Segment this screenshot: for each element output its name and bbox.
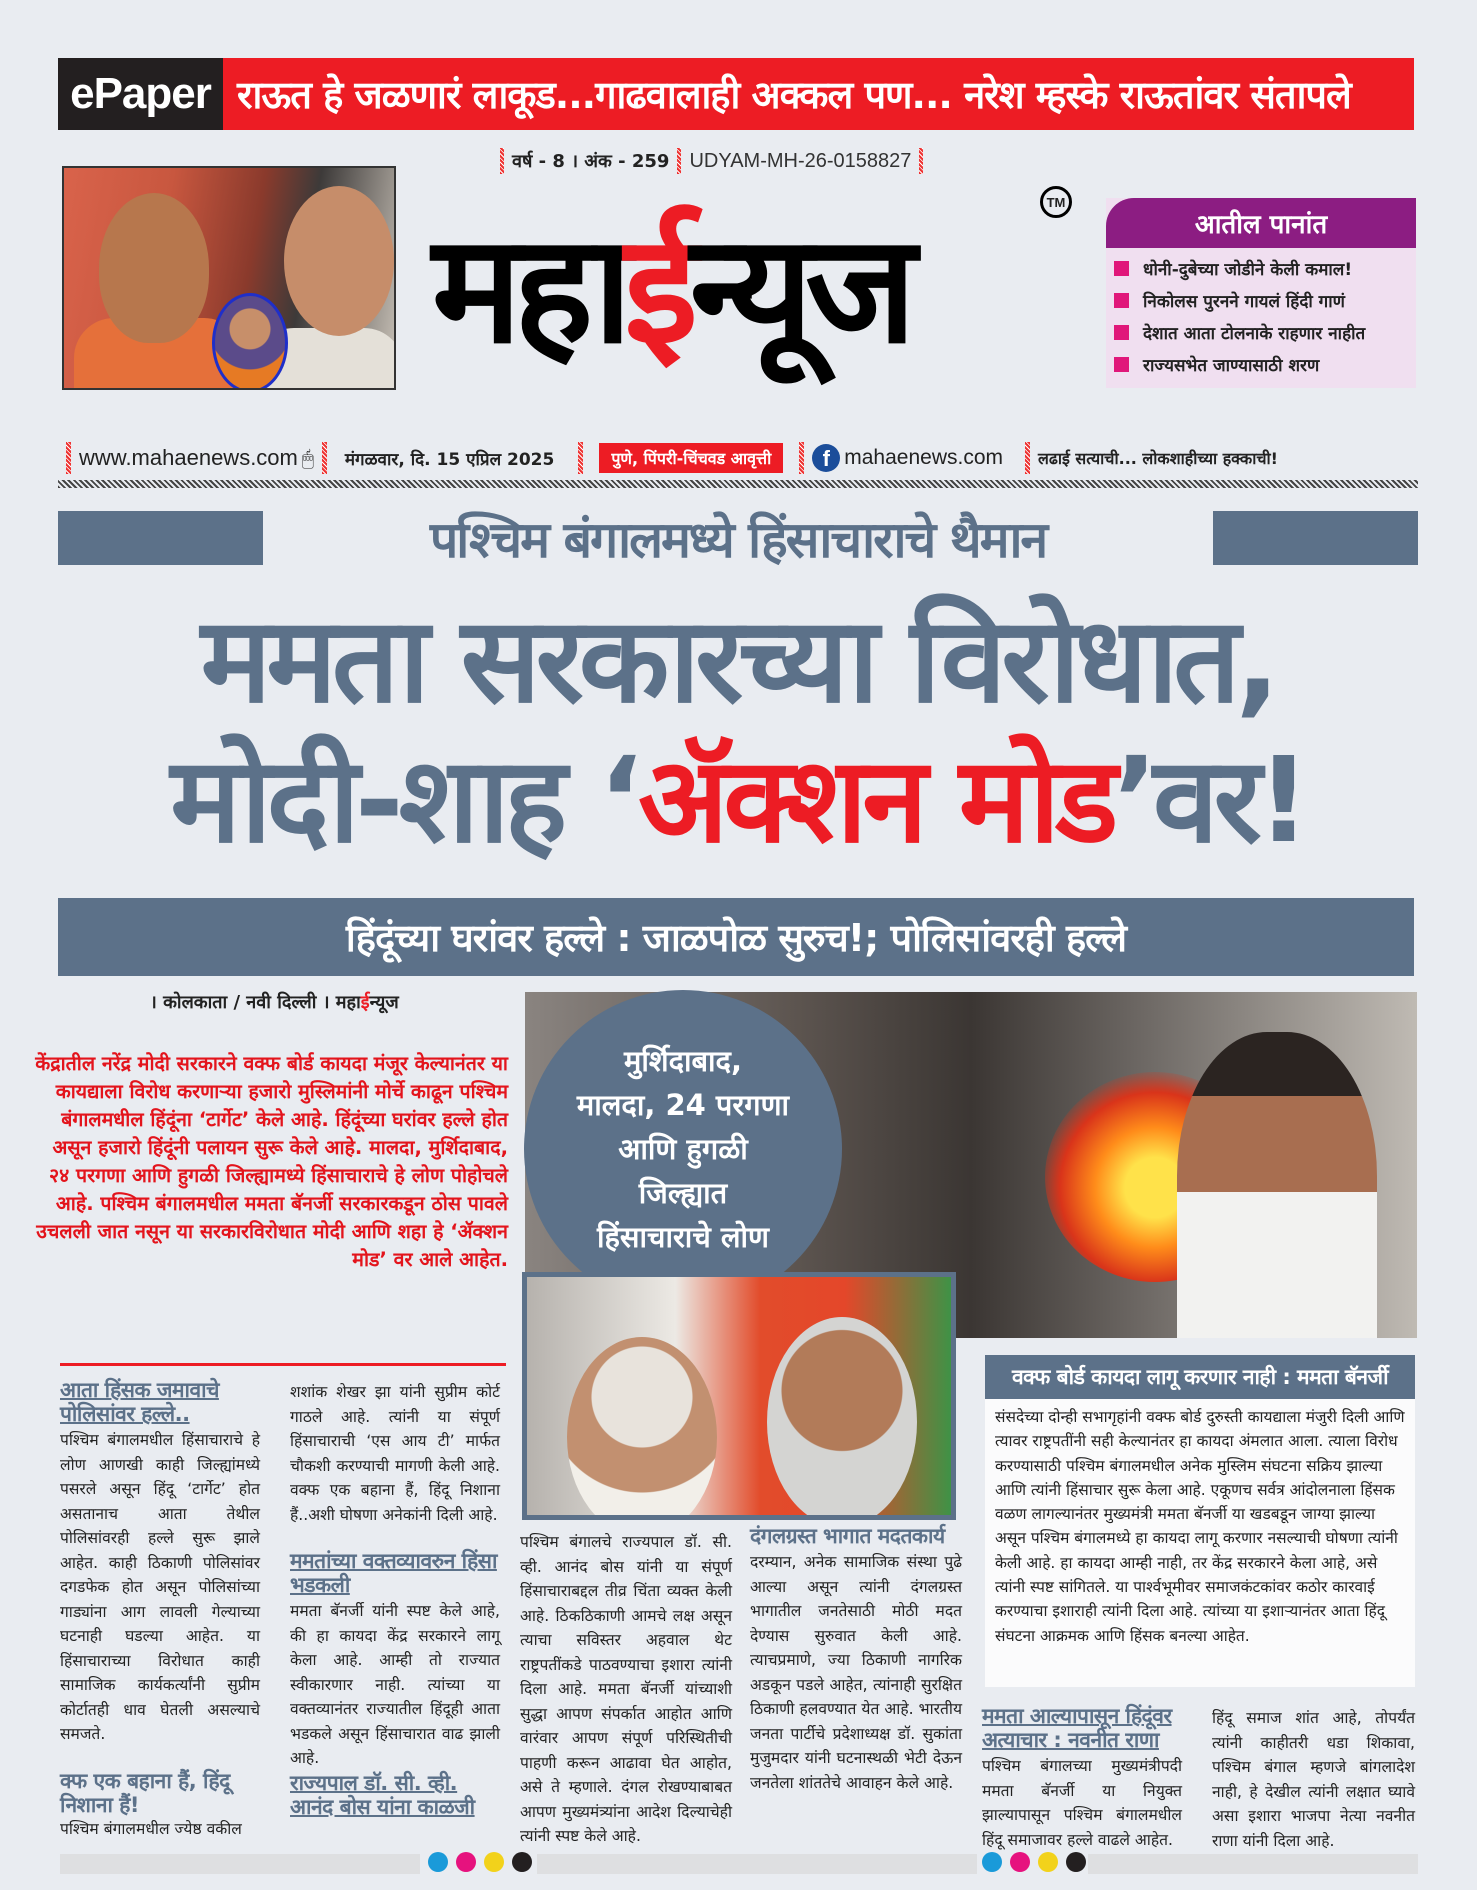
inside-pages-box [1106,198,1416,388]
callout-line: मालदा, 24 परगणा [576,1088,790,1122]
logo-part: न्यूज [689,203,909,377]
decorative-block [58,511,263,565]
inside-item[interactable] [1114,284,1408,316]
bullet-icon [1114,325,1129,340]
bullet-icon [1114,357,1129,372]
column-3 [520,1530,732,1849]
trademark-icon: TM [1040,186,1072,218]
leaders-photo[interactable] [522,1272,956,1520]
inset-portrait [212,293,288,390]
sidebar-body: संसदेच्या दोन्ही सभागृहांनी वक्फ बोर्ड दुरुस्ती कायद्याला मंजुरी दिली आणि त्यावर राष्ट्रपतींनी सही केल्यानंतर हा कायदा अंमलात आला. त्याला विरोध करण्यासाठी पश्चिम बंगालमधील अनेक मुस्लिम संघटना सक्रिय झाल्या आणि त्यांनी हिंसाचार सुरू केला आहे. एकूणच सर्वत्र आंदोलनाला हिंसक वळण लागल्यानंतर मुख्यमंत्री ममता बॅनर्जी या खडबडून जाग्या झाल्या असून पश्चिम बंगालमध्ये हा कायदा लागू करणार नसल्याची घोषणा त्यांनी केली आहे. हा कायदा आम्ही नाही, तर केंद्र सरकारने केला आहे, असे त्यांनी स्पष्ट सांगितले. या पार्श्वभूमीवर समाजकंटकांवर कठोर कारवाई करण्याचा इशाराही त्यांनी दिला आहे. त्यांच्या या इशाऱ्यानंतर आता हिंदू संघटना आक्रमक आणि हिंसक बनल्या आहेत. [995,1408,1405,1645]
dateline-part: न्यूज [369,992,399,1013]
inside-item-label: निकोलस पुरनने गायलं हिंदी गाणं [1143,291,1345,312]
divider [799,442,804,474]
navneet-story [982,1704,1182,1852]
column-text: ममता बॅनर्जी यांनी स्पष्ट केले आहे, की हा कायदा केंद्र सरकारने लागू केला आहे. आम्ही तो राज्यात स्वीकारणार नाही. त्यांच्या या वक्तव्यानंतर राज्यातील हिंदूही आता भडकले असून हिंसाचारात वाढ झाली आहे. [290,1602,500,1767]
callout-line: जिल्ह्यात [638,1176,728,1210]
black-dot-icon [512,1852,532,1872]
inside-item-label: राज्यसभेत जाण्यासाठी शरण [1143,355,1320,376]
column-heading: राज्यपाल डॉ. सी. व्ही. आनंद बोस यांना काळजी [290,1770,475,1819]
masthead-logo[interactable] [432,175,1072,405]
divider [322,442,327,474]
column-4 [750,1524,962,1795]
inside-item-label: धोनी-दुबेच्या जोडीने केली कमाल! [1143,259,1353,280]
dateline-part: । कोलकाता / नवी दिल्ली । महा [150,992,361,1013]
column-heading: ममतांच्या वक्तव्यावरुन हिंसा भडकली [290,1549,497,1597]
sidebar-head: वक्फ बोर्ड कायदा लागू करणार नाही : ममता बॅनर्जी [985,1355,1415,1399]
headline-line [58,730,1418,870]
column-2 [290,1380,500,1819]
logo-part: महा [432,203,625,377]
footer-bar [537,1854,977,1874]
headline-highlight: ॲक्शन मोड [638,731,1114,869]
callout-line: मुर्शिदाबाद, [624,1044,742,1078]
column-text: हिंदू समाज शांत आहे, तोपर्यंत त्यांनी काहीतरी धडा शिकावा, पश्चिम बंगाल म्हणजे बांगलादेश नाही, हे देखील त्यांनी लक्षात घ्यावे असा इशारा भाजपा नेत्या नवनीत राणा यांनी दिला आहे. [1212,1709,1415,1850]
column-text: दरम्यान, अनेक सामाजिक संस्था पुढे आल्या असून त्यांनी दंगलग्रस्त भागातील जनतेसाठी मोठी मदत देण्यास सुरुवात केली आहे. त्याचप्रमाणे, ज्या ठिकाणी नागरिक अडकून पडले आहेत, त्यांनाही सुरक्षित ठिकाणी हलवण्यात येत आहे. भारतीय जनता पार्टीचे प्रदेशाध्यक्ष डॉ. सुकांता मुजुमदार यांनी घटनास्थळी भेटी देऊन जनतेला शांततेचे आवाहन केले आहे. [750,1553,962,1792]
inside-item[interactable] [1114,348,1408,380]
website-link[interactable]: www.mahaenews.com [79,445,298,470]
inside-item[interactable] [1114,252,1408,284]
tagline: लढाई सत्याची... लोकशाहीच्या हक्काची! [1038,449,1278,468]
photo-shape [567,1337,717,1520]
politicians-photo[interactable] [62,166,396,390]
column-text: शशांक शेखर झा यांनी सुप्रीम कोर्ट गाठले आहे. त्यांनी या संपूर्ण हिंसाचाराची ‘एस आय टी’ मार्फत चौकशी करण्याची मागणी केली आहे. वक्फ एक बहाना हैं, हिंदू निशाना हैं..अशी घोषणा अनेकांनी दिली आहे. [290,1383,500,1524]
callout-circle [524,990,842,1308]
divider [500,148,504,174]
inside-item[interactable] [1114,316,1408,348]
footer-bar [1088,1854,1418,1874]
column-text: पश्चिम बंगालचे राज्यपाल डॉ. सी. व्ही. आनंद बोस यांनी या संपूर्ण हिंसाचाराबद्दल तीव्र चिंता व्यक्त केली आहे. ठिकठिकाणी आमचे लक्ष असून त्याचा सविस्तर अहवाल थेट राष्ट्रपतींकडे पाठवण्याचा इशारा त्यांनी दिला आहे. ममता बॅनर्जी यांच्याशी सुद्धा आपण संपर्कात आहोत आणि वारंवार आपण संपूर्ण परिस्थितीची पाहणी करून आढावा घेत आहोत, असे ते म्हणाले. दंगल रोखण्याबाबत आपण मुख्यमंत्र्यांना आदेश दिल्याचेही त्यांनी स्पष्ट केले आहे. [520,1533,732,1845]
bullet-icon [1114,293,1129,308]
issue-date: मंगळवार, दि. 15 एप्रिल 2025 [344,449,555,470]
divider [677,148,681,174]
kicker: पश्चिम बंगालमध्ये हिंसाचाराचे थैमान [429,511,1047,569]
callout-line: आणि हुगळी [618,1132,748,1166]
decorative-block [1213,511,1418,565]
magenta-dot-icon [456,1852,476,1872]
dateline-part-red: ई [360,992,370,1013]
speaker-shape [1177,1032,1377,1338]
column-text: पश्चिम बंगालमधील ज्येष्ठ वकील [60,1819,242,1838]
photo-shape [767,1317,917,1520]
registration-marks [982,1852,1086,1872]
black-dot-icon [1066,1852,1086,1872]
udyam-number: UDYAM-MH-26-0158827 [689,149,912,172]
issue-volume: वर्ष - 8 । अंक - 259 [512,151,670,172]
column-heading: ममता आल्यापासून हिंदूंवर अत्याचार : नवनीत राणा [982,1704,1172,1752]
column-heading: क्फ एक बहाना हैं, हिंदू निशाना हैं! [60,1768,230,1817]
epaper-tag: ePaper [58,58,223,130]
headline-part: ’वर! [1113,731,1306,869]
column-text: पश्चिम बंगालमधील हिंसाचाराचे हे लोण आणखी काही जिल्ह्यांमध्ये पसरले असून हिंदू ‘टार्गेट’ होत असतानाच आता तेथील पोलिसांवरही हल्ले सुरू झाले आहेत. काही ठिकाणी पोलिसांवर दगडफेक होत असून पोलिसांच्या गाड्यांना आग लावली गेल्याच्या घटनाही घडल्या आहेत. या हिंसाचाराच्या विरोधात काही सामाजिक कार्यकर्त्यांनी सुप्रीम कोर्टातही धाव घेतली असल्याचे समजते. [60,1431,260,1743]
banner-headline[interactable]: राऊत हे जळणारं लाकूड...गाढवालाही अक्कल पण... नरेश म्हस्के राऊतांवर संतापले [237,73,1351,117]
main-headline[interactable] [58,590,1418,870]
navneet-story-continued [1212,1706,1415,1853]
cyan-dot-icon [428,1852,448,1872]
photo-shape [284,186,394,336]
info-bar [58,440,1418,476]
photo-shape [99,193,209,343]
yellow-dot-icon [1038,1852,1058,1872]
callout-line: हिंसाचाराचे लोण [597,1220,769,1254]
footer-bar [60,1854,420,1874]
column-1 [60,1378,260,1841]
facebook-link[interactable]: mahaenews.com [844,446,1003,469]
top-banner [58,58,1414,130]
inside-item-label: देशात आता टोलनाके राहणार नाहीत [1143,323,1366,344]
mamata-sidebar [985,1355,1415,1687]
column-text: पश्चिम बंगालच्या मुख्यमंत्रीपदी ममता बॅनर्जी या नियुक्त झाल्यापासून पश्चिम बंगालमधील हिंदू समाजावर हल्ले वाढले आहेत. [982,1757,1182,1849]
column-heading: दंगलग्रस्त भागात मदतकार्य [750,1524,945,1548]
hatched-rule [58,480,1418,488]
divider [919,148,923,174]
facebook-icon[interactable]: f [812,444,840,472]
cursor-icon: 🖱 [301,446,314,470]
yellow-dot-icon [484,1852,504,1872]
red-rule [60,1363,506,1366]
dateline [150,990,399,1014]
issue-line [500,148,923,174]
headline-part: मोदी-शाह ‘ [170,731,639,869]
registration-marks [428,1852,532,1872]
column-heading: आता हिंसक जमावाचे पोलिसांवर हल्ले.. [60,1378,219,1426]
bullet-icon [1114,261,1129,276]
divider [66,442,71,474]
divider [1025,442,1030,474]
magenta-dot-icon [1010,1852,1030,1872]
kicker-row [58,505,1418,571]
divider [578,442,583,474]
cyan-dot-icon [982,1852,1002,1872]
headline-line: ममता सरकारच्या विरोधात, [200,591,1276,729]
logo-part-red: ई [624,203,690,377]
subheadline: हिंदूंच्या घरांवर हल्ले : जाळपोळ सुरुच!; पोलिसांवरही हल्ले [58,898,1414,976]
lead-paragraph: केंद्रातील नरेंद्र मोदी सरकारने वक्फ बोर्ड कायदा मंजूर केल्यानंतर या कायद्याला विरोध करणाऱ्या हजारो मुस्लिमांनी मोर्चे काढून पश्चिम बंगालमधील हिंदूंना ‘टार्गेट’ केले आहे. हिंदूंच्या घरांवर हल्ले होत असून हजारो हिंदूंनी पलायन सुरू केले आहे. मालदा, मुर्शिदाबाद, २४ परगणा आणि हुगळी जिल्ह्यामध्ये हिंसाचाराचे हे लोण पोहोचले आहे. पश्चिम बंगालमधील ममता बॅनर्जी सरकारकडून ठोस पावले उचलली जात नसून या सरकारविरोधात मोदी आणि शहा हे ‘ॲक्शन मोड’ वर आले आहेत. [35,1052,508,1271]
edition-badge: पुणे, पिंपरी-चिंचवड आवृत्ती [599,443,783,473]
inside-pages-title: आतील पानांत [1106,198,1416,248]
